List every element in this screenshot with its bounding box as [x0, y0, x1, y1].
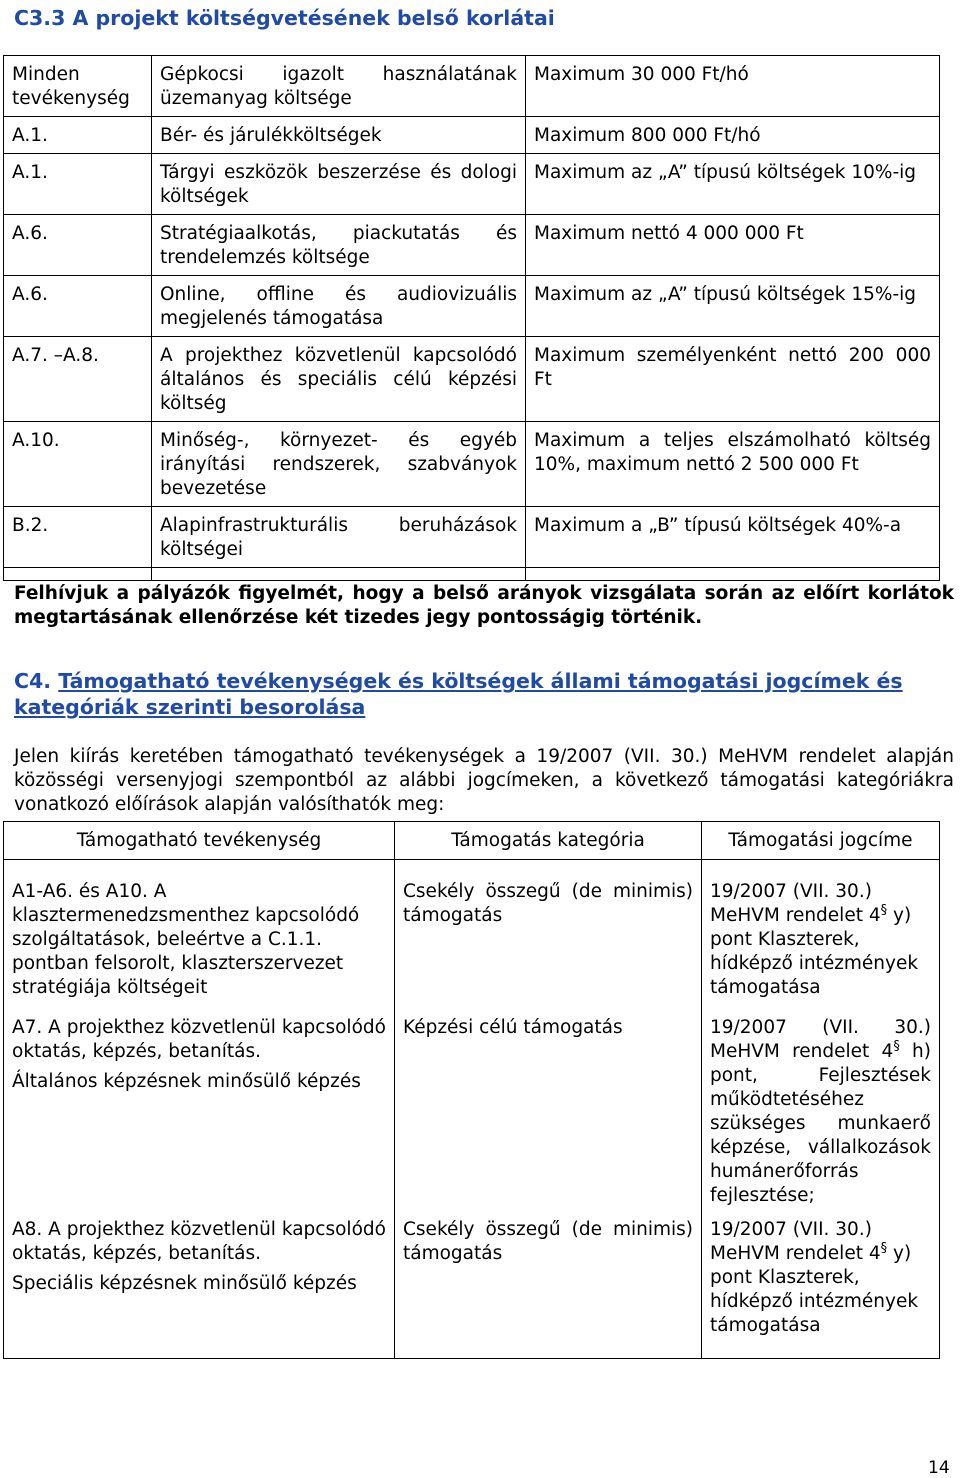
limits-limit: Maximum 30 000 Ft/hó — [526, 56, 940, 117]
limits-code: A.1. — [4, 117, 152, 154]
table-row — [4, 117, 940, 154]
limits-item: A projekthez közvetlenül kapcsolódó általános és speciális célú képzési költség — [152, 337, 526, 422]
page-number: 14 — [928, 1458, 950, 1478]
limits-code: A.7. –A.8. — [4, 337, 152, 422]
activity-cell — [4, 1212, 395, 1359]
limits-code: A.6. — [4, 215, 152, 276]
column-header: Támogatás kategória — [395, 822, 702, 860]
activity-text: Speciális képzésnek minősülő képzés — [12, 1273, 357, 1294]
activity-cell — [4, 1010, 395, 1212]
table-spacer — [4, 860, 940, 875]
column-header: Támogatható tevékenység — [4, 822, 395, 860]
limits-code: B.2. — [4, 507, 152, 568]
category-cell: Képzési célú támogatás — [395, 1010, 702, 1212]
limits-limit: Maximum a „B” típusú költségek 40%-a — [526, 507, 940, 568]
section-title: Támogatható tevékenységek és költségek állami támogatási jogcímek és kategóriák szerinti besorolása — [14, 669, 903, 719]
limits-limit: Maximum nettó 4 000 000 Ft — [526, 215, 940, 276]
limits-limit: Maximum személyenként nettó 200 000 Ft — [526, 337, 940, 422]
column-header: Támogatási jogcíme — [702, 822, 940, 860]
table-row — [4, 154, 940, 215]
table-row — [4, 276, 940, 337]
limits-code — [4, 568, 152, 581]
table-row — [4, 874, 940, 1010]
activity-text: Általános képzésnek minősülő képzés — [12, 1071, 361, 1092]
table-row — [4, 337, 940, 422]
category-cell: Csekély összegű (de minimis) támogatás — [395, 1212, 702, 1359]
limits-limit: Maximum 800 000 Ft/hó — [526, 117, 940, 154]
intro-paragraph: Jelen kiírás keretében támogatható tevékenységek a 19/2007 (VII. 30.) MeHVM rendelet alapján közösségi versenyjogi szempontból az alábbi jogcímeken, a következő támogatási kategóriákra vonatkozó előírások alapján valósíthatók meg: — [14, 746, 954, 815]
table-row — [4, 507, 940, 568]
activity-cell — [4, 874, 395, 1010]
limits-limit: Maximum az „A” típusú költségek 10%-ig — [526, 154, 940, 215]
section-number: C4. — [14, 669, 52, 693]
table-row — [4, 56, 940, 117]
limits-code: A.10. — [4, 422, 152, 507]
precision-notice: Felhívjuk a pályázók figyelmét, hogy a belső arányok vizsgálata során az előírt korlátok megtartásának ellenőrzése két tizedes jegy pontosságig történik. — [14, 583, 954, 628]
table-row — [4, 215, 940, 276]
limits-item: Bér- és járulékköltségek — [152, 117, 526, 154]
table-row — [4, 568, 940, 581]
support-categories-table — [3, 821, 940, 1359]
table-row — [4, 1010, 940, 1212]
limits-item: Gépkocsi igazolt használatának üzemanyag költsége — [152, 56, 526, 117]
limits-item: Online, offline és audiovizuális megjelenés támogatása — [152, 276, 526, 337]
legal-basis-cell: 19/2007 (VII. 30.) MeHVM rendelet 4§ h) pont, Fejlesztések működtetéséhez szükséges munkaerő képzése, vállalkozások humánerőforrás fejlesztése; — [702, 1010, 940, 1212]
section-heading-c4 — [14, 668, 954, 720]
table-header-row — [4, 822, 940, 860]
activity-text: A7. A projekthez közvetlenül kapcsolódó oktatás, képzés, betanítás. — [12, 1017, 386, 1062]
limits-item: Stratégiaalkotás, piackutatás és trendelemzés költsége — [152, 215, 526, 276]
table-row — [4, 422, 940, 507]
section-heading-c33: C3.3 A projekt költségvetésének belső korlátai — [14, 6, 555, 30]
limits-limit: Maximum a teljes elszámolható költség 10%, maximum nettó 2 500 000 Ft — [526, 422, 940, 507]
limits-item: Tárgyi eszközök beszerzése és dologi költségek — [152, 154, 526, 215]
limits-item: Minőség-, környezet- és egyéb irányítási rendszerek, szabványok bevezetése — [152, 422, 526, 507]
budget-limits-table — [3, 55, 940, 581]
limits-item: Alapinfrastrukturális beruházások költségei — [152, 507, 526, 568]
limits-limit — [526, 568, 940, 581]
activity-text: A8. A projekthez közvetlenül kapcsolódó oktatás, képzés, betanítás. — [12, 1219, 386, 1264]
limits-item — [152, 568, 526, 581]
activity-text: A1-A6. és A10. A klasztermenedzsmenthez kapcsolódó szolgáltatások, beleértve a C.1.1. pontban felsorolt, klaszterszervezet stratégiája költségeit — [12, 881, 360, 998]
legal-basis-cell: 19/2007 (VII. 30.) MeHVM rendelet 4§ y) pont Klaszterek, hídképző intézmények támogatása — [702, 1212, 940, 1359]
limits-code: A.6. — [4, 276, 152, 337]
category-cell: Csekély összegű (de minimis) támogatás — [395, 874, 702, 1010]
limits-limit: Maximum az „A” típusú költségek 15%-ig — [526, 276, 940, 337]
legal-basis-cell: 19/2007 (VII. 30.) MeHVM rendelet 4§ y) pont Klaszterek, hídképző intézmények támogatása — [702, 874, 940, 1010]
limits-code: A.1. — [4, 154, 152, 215]
limits-code: Minden tevékenység — [4, 56, 152, 117]
table-row — [4, 1212, 940, 1359]
